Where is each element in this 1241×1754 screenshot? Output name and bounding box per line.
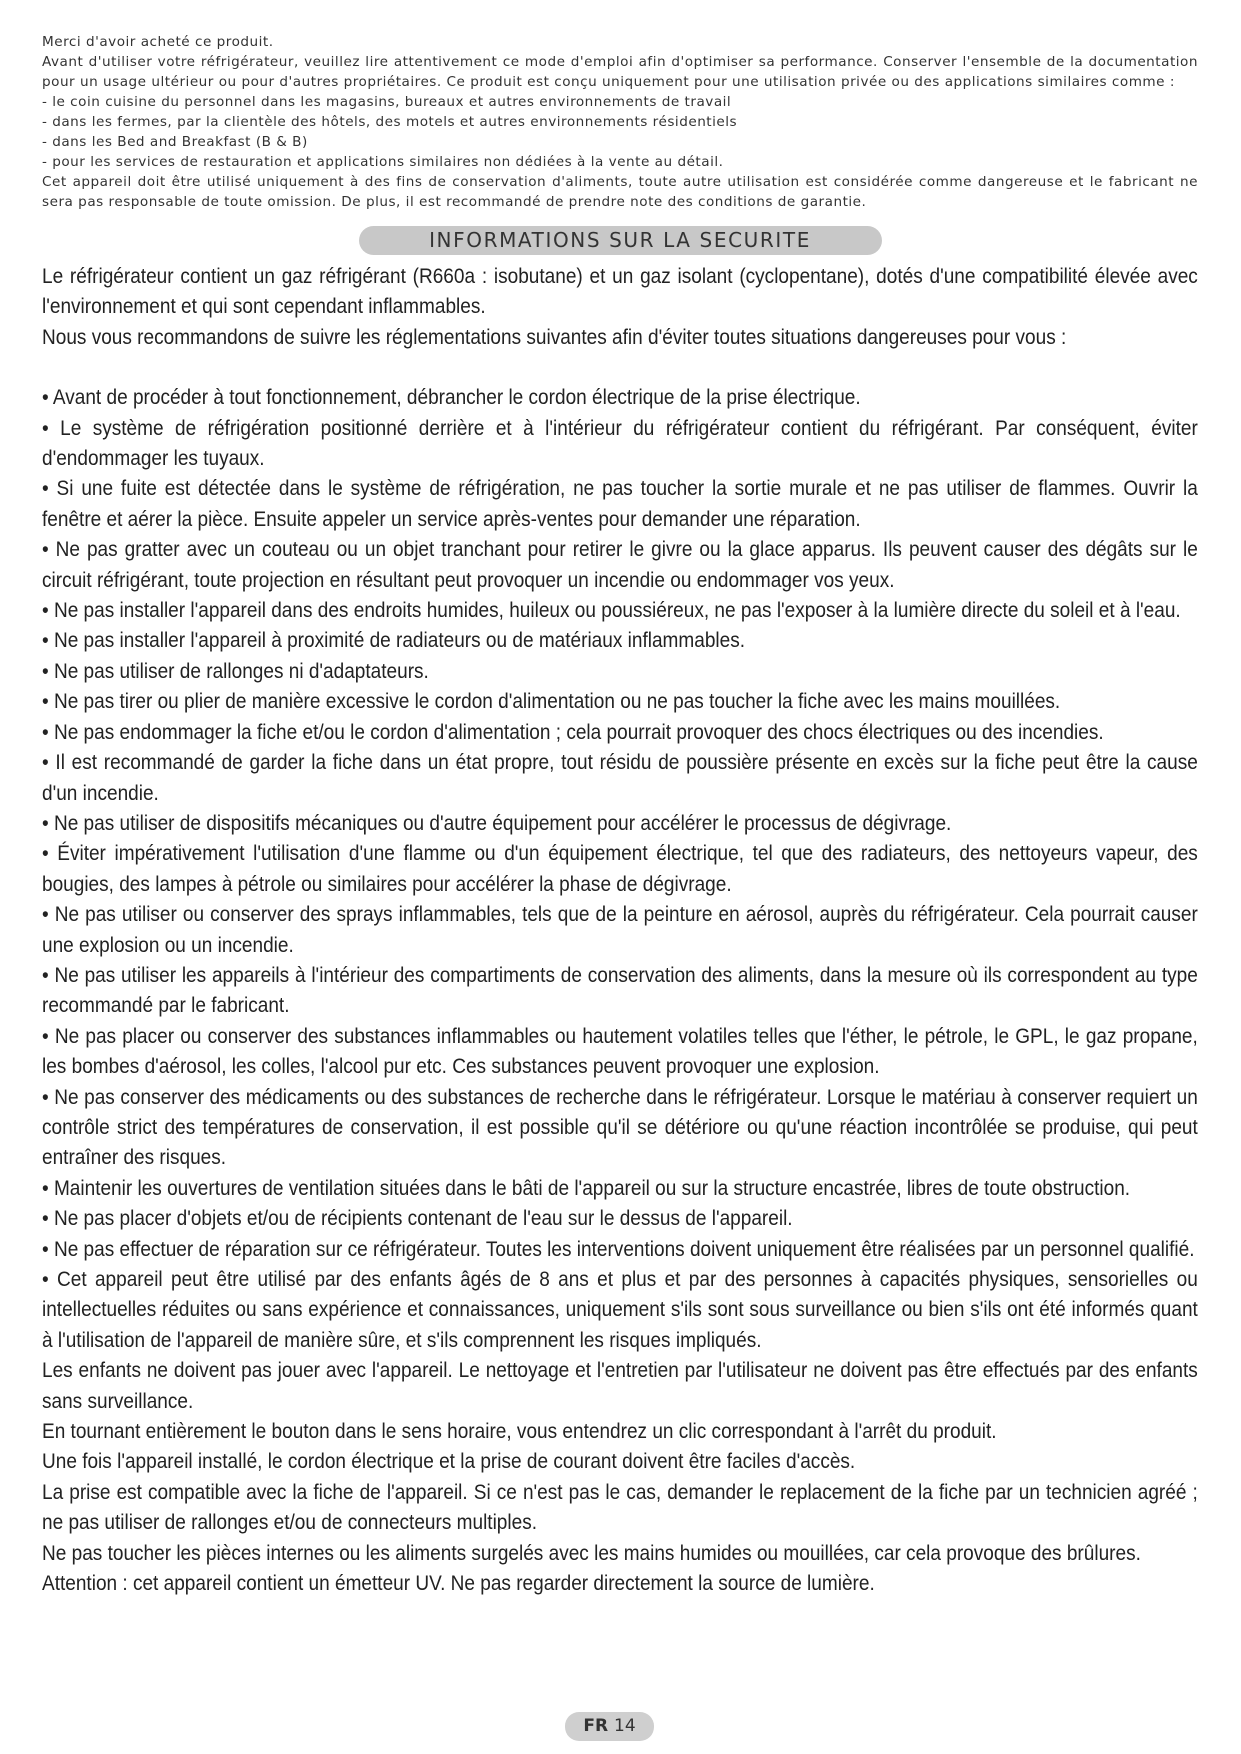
- safety-bullet: • Ne pas effectuer de réparation sur ce réfrigérateur. Toutes les interventions doivent uniquement être réalisées par un personnel qualifié.: [42, 1236, 1195, 1261]
- intro-line: Cet appareil doit être utilisé uniquement à des fins de conservation d'aliments, toute autre utilisation est considérée comme dangereuse et le fabricant ne sera pas responsable de toute omission. De plus, il est recommandé de prendre note des conditions de garantie.: [42, 174, 1198, 210]
- safety-bullet: • Ne pas placer ou conserver des substances inflammables ou hautement volatiles telles que l'éther, le pétrole, le GPL, le gaz propane, les bombes d'aérosol, les colles, l'alcool pur etc. Ces substances peuvent provoquer une explosion.: [42, 1023, 1198, 1079]
- safety-bullet: • Ne pas gratter avec un couteau ou un objet tranchant pour retirer le givre ou la glace apparus. Ils peuvent causer des dégâts sur le circuit réfrigérant, toute projection en résultant peut provoquer un incendie ou endommager vos yeux.: [42, 537, 1198, 592]
- safety-bullet: • Ne pas utiliser ou conserver des sprays inflammables, tels que de la peinture en aérosol, auprès du réfrigérateur. Cela pourrait causer une explosion ou un incendie.: [42, 902, 1198, 957]
- safety-bullet: • Ne pas installer l'appareil dans des endroits humides, huileux ou poussiéreux, ne pas l'exposer à la lumière directe du soleil et à l'eau.: [42, 598, 1181, 623]
- safety-bullet: • Maintenir les ouvertures de ventilation situées dans le bâti de l'appareil ou sur la structure encastrée, libres de toute obstruction.: [42, 1175, 1131, 1200]
- safety-paragraph: Nous vous recommandons de suivre les réglementations suivantes afin d'éviter toutes situations dangereuses pour vous :: [42, 324, 1067, 349]
- safety-paragraph: Une fois l'appareil installé, le cordon électrique et la prise de courant doivent être faciles d'accès.: [42, 1449, 856, 1474]
- safety-paragraph: Attention : cet appareil contient un émetteur UV. Ne pas regarder directement la source de lumière.: [42, 1571, 875, 1596]
- intro-line: Merci d'avoir acheté ce produit.: [42, 34, 274, 50]
- section-title: INFORMATIONS SUR LA SECURITE: [359, 226, 882, 255]
- safety-paragraph: Les enfants ne doivent pas jouer avec l'appareil. Le nettoyage et l'entretien par l'utilisateur ne doivent pas être effectués par des enfants sans surveillance.: [42, 1358, 1198, 1413]
- safety-bullet: • Ne pas placer d'objets et/ou de récipients contenant de l'eau sur le dessus de l'appareil.: [42, 1206, 793, 1231]
- safety-bullet: • Il est recommandé de garder la fiche dans un état propre, tout résidu de poussière présente en excès sur la fiche peut être la cause d'un incendie.: [42, 750, 1198, 805]
- page-number: 14: [614, 1716, 636, 1736]
- intro-line: - le coin cuisine du personnel dans les magasins, bureaux et autres environnements de travail: [42, 94, 732, 110]
- intro-line: - dans les Bed and Breakfast (B & B): [42, 134, 308, 150]
- intro-block: [42, 32, 1198, 212]
- safety-bullet: • Ne pas tirer ou plier de manière excessive le cordon d'alimentation ou ne pas toucher la fiche avec les mains mouillées.: [42, 689, 1061, 714]
- safety-bullet: • Éviter impérativement l'utilisation d'une flamme ou d'un équipement électrique, tel que des radiateurs, des nettoyeurs vapeur, des bougies, des lampes à pétrole ou similaires pour accélérer la phase de dégivrage.: [42, 841, 1198, 896]
- safety-bullet: • Ne pas conserver des médicaments ou des substances de recherche dans le réfrigérateur. Lorsque le matériau à conserver requiert un contrôle strict des températures de conservation, il est possible qu'il se détériore ou qu'une réaction incontrôlée se produise, qui peut entraîner des risques.: [42, 1084, 1198, 1170]
- safety-bullet: • Ne pas utiliser de dispositifs mécaniques ou d'autre équipement pour accélérer le processus de dégivrage.: [42, 810, 952, 835]
- page-number-badge: [565, 1712, 654, 1741]
- safety-paragraph: Ne pas toucher les pièces internes ou les aliments surgelés avec les mains humides ou mouillées, car cela provoque des brûlures.: [42, 1540, 1141, 1565]
- safety-paragraph: La prise est compatible avec la fiche de l'appareil. Si ce n'est pas le cas, demander le replacement de la fiche par un technicien agréé ; ne pas utiliser de rallonges et/ou de connecteurs multiples.: [42, 1479, 1198, 1535]
- safety-block: [42, 261, 1198, 1598]
- intro-line: Avant d'utiliser votre réfrigérateur, veuillez lire attentivement ce mode d'emploi afin d'optimiser sa performance. Conserver l'ensemble de la documentation pour un usage ultérieur ou pour d'autres propriétaires. Ce produit est conçu uniquement pour une utilisation privée ou des applications similaires comme :: [42, 54, 1198, 90]
- safety-bullet: • Avant de procéder à tout fonctionnement, débrancher le cordon électrique de la prise électrique.: [42, 385, 861, 410]
- safety-paragraph: En tournant entièrement le bouton dans le sens horaire, vous entendrez un clic correspondant à l'arrêt du produit.: [42, 1419, 997, 1444]
- safety-paragraph: Le réfrigérateur contient un gaz réfrigérant (R660a : isobutane) et un gaz isolant (cyclopentane), dotés d'une compatibilité élevée avec l'environnement et qui sont cependant inflammables.: [42, 264, 1198, 319]
- intro-line: - dans les fermes, par la clientèle des hôtels, des motels et autres environnements résidentiels: [42, 114, 738, 130]
- safety-bullet: • Ne pas installer l'appareil à proximité de radiateurs ou de matériaux inflammables.: [42, 628, 746, 653]
- safety-bullet: • Cet appareil peut être utilisé par des enfants âgés de 8 ans et plus et par des personnes à capacités physiques, sensorielles ou intellectuelles réduites ou sans expérience et connaissances, uniquement s'ils sont sous surveillance ou bien s'ils ont été informés quant à l'utilisation de l'appareil de manière sûre, et s'ils comprennent les risques impliqués.: [42, 1267, 1198, 1352]
- safety-bullet: • Ne pas utiliser de rallonges ni d'adaptateurs.: [42, 658, 429, 683]
- safety-bullet: • Si une fuite est détectée dans le système de réfrigération, ne pas toucher la sortie murale et ne pas utiliser de flammes. Ouvrir la fenêtre et aérer la pièce. Ensuite appeler un service après-ventes pour demander une réparation.: [42, 476, 1198, 531]
- section-header: [42, 226, 1198, 255]
- language-code: FR: [583, 1716, 609, 1736]
- safety-bullet: • Ne pas utiliser les appareils à l'intérieur des compartiments de conservation des aliments, dans la mesure où ils correspondent au type recommandé par le fabricant.: [42, 962, 1198, 1018]
- page-footer: [0, 1712, 1241, 1741]
- paragraph-spacer: [42, 352, 1198, 382]
- intro-line: - pour les services de restauration et applications similaires non dédiées à la vente au détail.: [42, 154, 724, 170]
- document-page: [42, 32, 1198, 1598]
- safety-bullet: • Ne pas endommager la fiche et/ou le cordon d'alimentation ; cela pourrait provoquer des chocs électriques ou des incendies.: [42, 719, 1104, 744]
- safety-bullet: • Le système de réfrigération positionné derrière et à l'intérieur du réfrigérateur contient du réfrigérant. Par conséquent, éviter d'endommager les tuyaux.: [42, 415, 1198, 471]
